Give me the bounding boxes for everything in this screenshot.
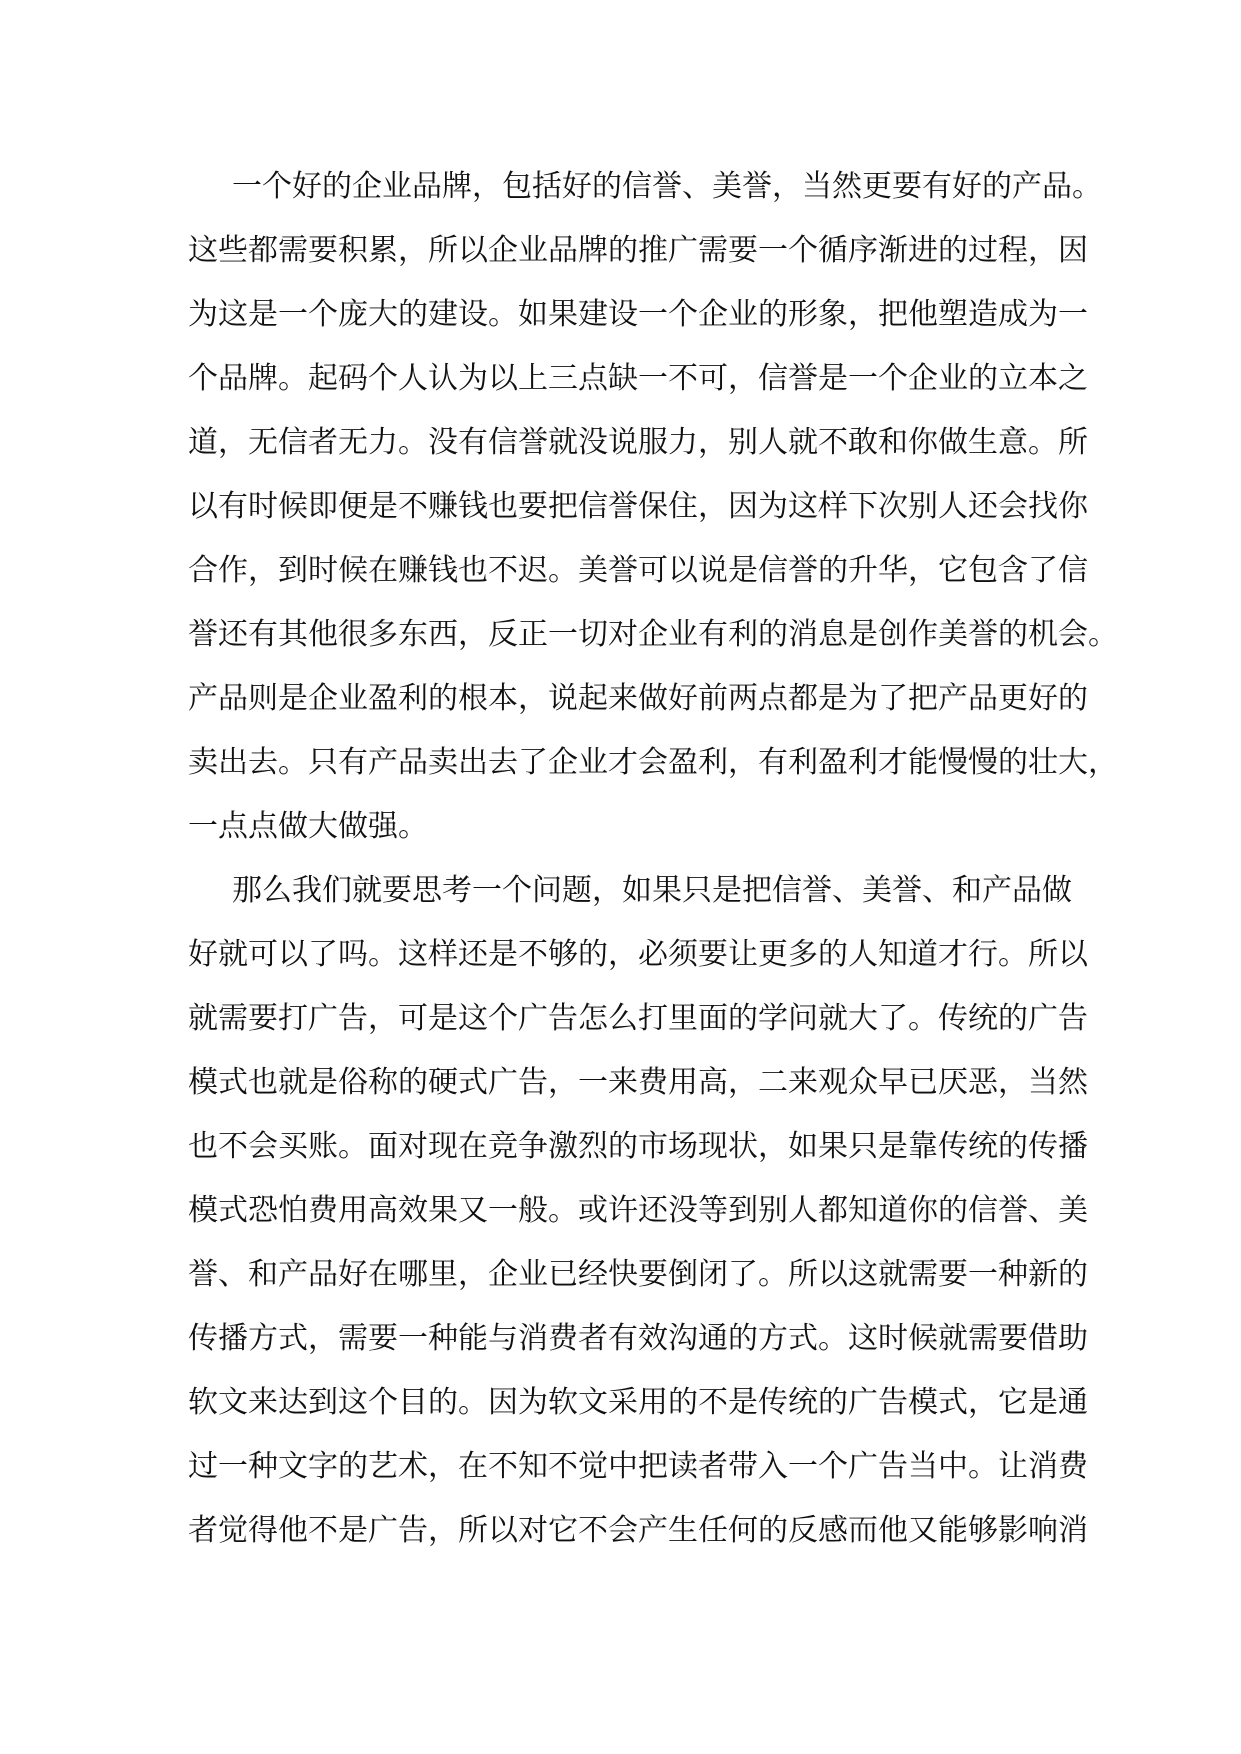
text-line: 模式也就是俗称的硬式广告，一来费用高，二来观众早已厌恶，当然 xyxy=(188,1065,1088,1100)
text-line: 为这是一个庞大的建设。如果建设一个企业的形象，把他塑造成为一 xyxy=(188,297,1088,332)
text-line: 产品则是企业盈利的根本，说起来做好前两点都是为了把产品更好的 xyxy=(188,681,1088,716)
text-line: 就需要打广告，可是这个广告怎么打里面的学问就大了。传统的广告 xyxy=(188,1001,1088,1036)
text-line: 以有时候即便是不赚钱也要把信誉保住，因为这样下次别人还会找你 xyxy=(188,489,1088,524)
text-line: 卖出去。只有产品卖出去了企业才会盈利，有利盈利才能慢慢的壮大， xyxy=(188,745,1118,780)
text-line: 那么我们就要思考一个问题，如果只是把信誉、美誉、和产品做 xyxy=(232,873,1072,908)
text-line: 一点点做大做强。 xyxy=(188,809,428,844)
text-line: 好就可以了吗。这样还是不够的，必须要让更多的人知道才行。所以 xyxy=(188,937,1088,972)
text-line: 合作，到时候在赚钱也不迟。美誉可以说是信誉的升华，它包含了信 xyxy=(188,553,1088,588)
paragraph-2 xyxy=(188,859,1088,1563)
text-line: 道，无信者无力。没有信誉就没说服力，别人就不敢和你做生意。所 xyxy=(188,425,1088,460)
text-line: 一个好的企业品牌，包括好的信誉、美誉，当然更要有好的产品。 xyxy=(232,169,1102,204)
text-line: 也不会买账。面对现在竞争激烈的市场现状，如果只是靠传统的传播 xyxy=(188,1129,1088,1164)
text-line: 誉、和产品好在哪里，企业已经快要倒闭了。所以这就需要一种新的 xyxy=(188,1257,1088,1292)
text-line: 这些都需要积累，所以企业品牌的推广需要一个循序渐进的过程，因 xyxy=(188,233,1088,268)
text-line: 者觉得他不是广告，所以对它不会产生任何的反感而他又能够影响消 xyxy=(188,1513,1088,1548)
text-line: 模式恐怕费用高效果又一般。或许还没等到别人都知道你的信誉、美 xyxy=(188,1193,1088,1228)
text-line: 传播方式，需要一种能与消费者有效沟通的方式。这时候就需要借助 xyxy=(188,1321,1088,1356)
document-page xyxy=(188,155,1118,1563)
text-line: 誉还有其他很多东西，反正一切对企业有利的消息是创作美誉的机会。 xyxy=(188,617,1118,652)
paragraph-1 xyxy=(188,155,1118,859)
text-line: 个品牌。起码个人认为以上三点缺一不可，信誉是一个企业的立本之 xyxy=(188,361,1088,396)
text-line: 软文来达到这个目的。因为软文采用的不是传统的广告模式，它是通 xyxy=(188,1385,1088,1420)
text-line: 过一种文字的艺术，在不知不觉中把读者带入一个广告当中。让消费 xyxy=(188,1449,1088,1484)
